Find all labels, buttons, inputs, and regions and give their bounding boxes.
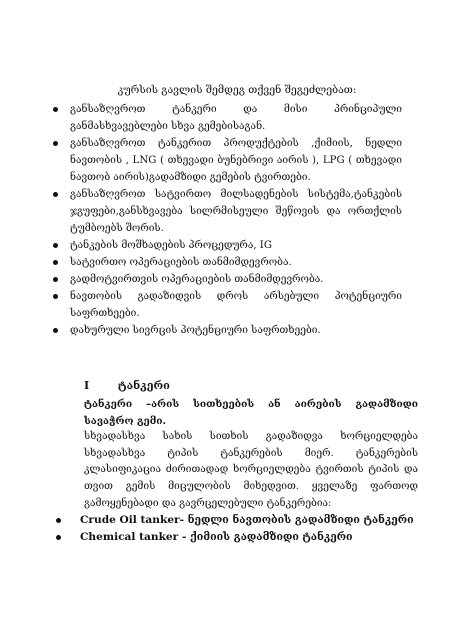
objective-text: ტანკების მოშხადების პროცედურა, IG (70, 240, 272, 251)
objective-text: გადმოტვირთვის ოპერაციების თანმიმდევრობა. (70, 274, 324, 285)
objective-text: განსაზღვროთ სატვირთო მილსადენების სისტემა,ტანკების ჯგუფები,განსხვავება სილრმისეული შეწოვის და ორთქლის ტუმბოებს შორის. (70, 189, 402, 234)
list-item (50, 237, 402, 254)
section-title: ტანკერი (118, 379, 170, 392)
objective-text: სატვირთო ოპერაციების თანმიმდევრობა. (70, 257, 292, 268)
bullet-icon (56, 518, 61, 523)
tanker-type-text: Crude Oil tanker- ნედლი ნავთობის გადამზიდი ტანკერი (80, 514, 414, 526)
bullet-icon (53, 107, 58, 112)
section-heading (84, 379, 170, 392)
objective-text: განსაზღვროთ ტანკერი და მისი პრინციპული განმასხვავებლები სხვა გემებისაგან. (70, 104, 402, 132)
definition-paragraph (84, 396, 418, 512)
bullet-icon (56, 535, 61, 540)
bullet-icon (53, 260, 58, 265)
bullet-icon (53, 243, 58, 248)
definition-lead: ტანკერი –არის სითხეების ან აირების გადამზიდი სავაჭრო გემი. (84, 398, 418, 427)
bullet-icon (53, 192, 58, 197)
objectives-list (50, 101, 402, 339)
objective-text: დახურული სივრცის პოტენციური საფრთხეები. (70, 325, 321, 336)
bullet-icon (53, 294, 58, 299)
intro-line: კურსის გავლის შემდეგ თქვენ შეგეძლებათ: (117, 84, 357, 96)
section-number: I (84, 379, 90, 392)
tanker-type-text: Chemical tanker - ქიმიის გადამზიდი ტანკერი (80, 531, 353, 543)
definition-body: სხვადასხვა სახის სითხის გადაზიდვა ხორციელდება სხვადასხვა ტიპის ტანკერების მიერ. ტანკერების კლასიფიკაცია ძირითადად ხორციელდება ტვირთის ტიპის და თვით გემის მიცულობის მიხედვით. ყველაზე ფართოდ გამოყენებადი და გავრცელებული ტანკერებია: (84, 431, 418, 509)
list-item (50, 135, 402, 186)
objective-text: ნავთობის გადაზიდვის დროს არსებული პოტენციური საფრთხეები. (70, 291, 402, 319)
list-item (50, 512, 450, 529)
bullet-icon (53, 277, 58, 282)
bullet-icon (53, 328, 58, 333)
bullet-icon (53, 141, 58, 146)
list-item (50, 322, 402, 339)
list-item (50, 254, 402, 271)
tanker-types-list (50, 512, 450, 546)
list-item (50, 271, 402, 288)
list-item (50, 101, 402, 135)
list-item (50, 186, 402, 237)
list-item (50, 529, 450, 546)
list-item (50, 288, 402, 322)
objective-text: განსაზღვროთ ტანკერით პროდუქტების ,ქიმიის, ნედლი ნავთობის , LNG ( თხევადი ბუნებრივი აირის ), LPG ( თხევადი ნავთობ აირის)გადამზიდი გემების ტვირთები. (70, 138, 402, 183)
